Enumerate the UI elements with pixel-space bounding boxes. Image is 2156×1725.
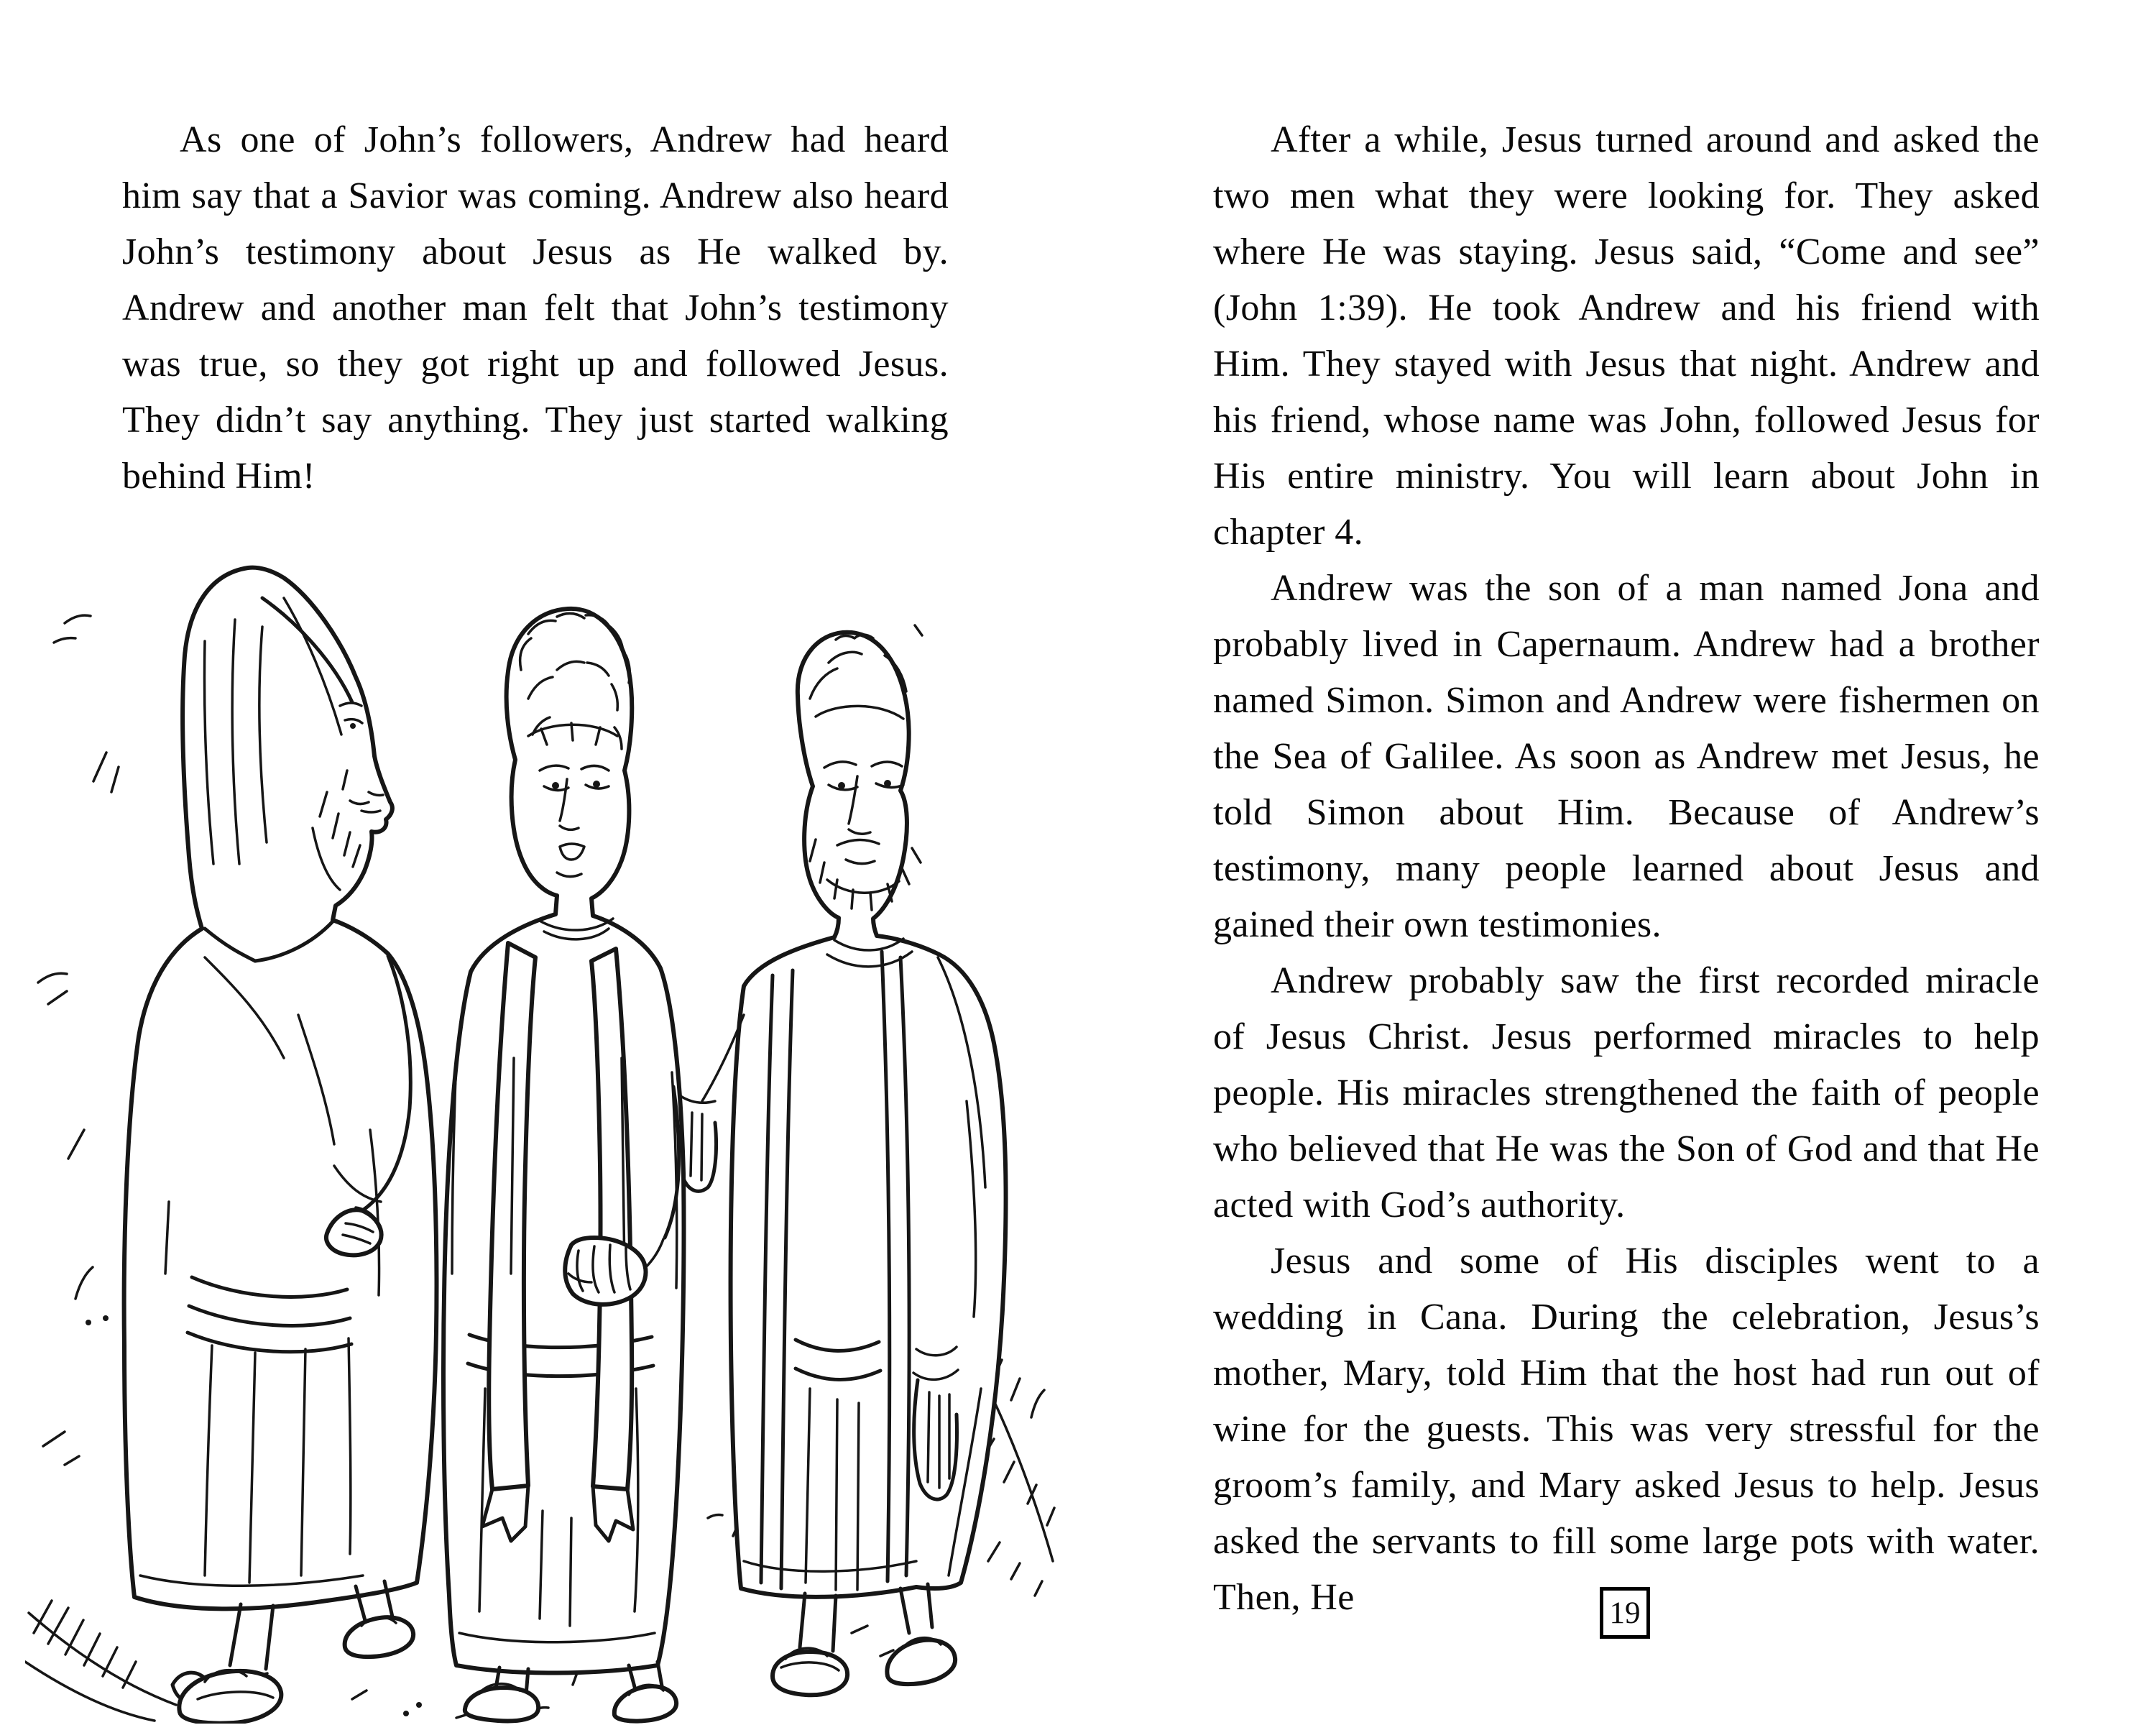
disciple-right-figure <box>676 632 1006 1696</box>
paragraph: After a while, Jesus turned around and asked the two men what they were looking for. They asked where He was staying. Jesus said, “Come and see” (John 1:39). He took Andrew and his friend with Him. They stayed with Jesus that night. Andrew and his friend, whose name was John, followed Jesus for His entire ministry. You will learn about John in chapter 4. <box>1213 119 2040 553</box>
paragraph: As one of John’s followers, Andrew had heard him say that a Savior was coming. Andrew also heard John’s testimony about Jesus as He walked by. Andrew and another man felt that John’s testimony was true, so they got right up and followed Jesus. They didn’t say anything. They just started walking behind Him! <box>122 119 949 497</box>
paragraph: Andrew probably saw the first recorded miracle of Jesus Christ. Jesus performed miracles to help people. His miracles strengthened the faith of people who believed that He was the Son of God and that He acted with God’s authority. <box>1213 960 2040 1225</box>
left-page-text-column <box>122 112 949 505</box>
disciple-middle-figure <box>443 609 684 1721</box>
paragraph: Jesus and some of His disciples went to a wedding in Cana. During the celebration, Jesus’s mother, Mary, told Him that the host had run out of wine for the guests. This was very stressful for the groom’s family, and Mary asked Jesus to help. Jesus asked the servants to fill some large pots with water. Then, He <box>1213 1241 2040 1618</box>
disciple-right-legs-sandals <box>773 1584 955 1695</box>
page-number-box <box>1600 1587 1650 1639</box>
page-number: 19 <box>1609 1596 1641 1630</box>
right-page-text-column <box>1213 112 2040 1626</box>
paragraph: Andrew was the son of a man named Jona and probably lived in Capernaum. Andrew had a brother named Simon. Simon and Andrew were fishermen on the Sea of Galilee. As soon as Andrew met Jesus, he told Simon about Him. Because of Andrew’s testimony, many people learned about Jesus and gained their own testimonies. <box>1213 568 2040 945</box>
line-drawing-canvas <box>25 555 1089 1724</box>
jesus-figure <box>124 568 437 1724</box>
illustration-jesus-with-two-disciples <box>25 555 1089 1724</box>
